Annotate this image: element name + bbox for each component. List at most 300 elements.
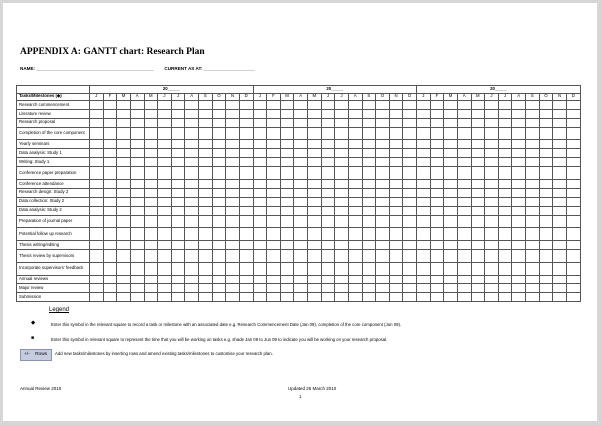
gantt-cell[interactable] [430,109,444,118]
gantt-cell[interactable] [117,228,131,241]
gantt-cell[interactable] [294,284,308,293]
gantt-cell[interactable] [226,284,240,293]
gantt-cell[interactable] [280,206,294,215]
gantt-cell[interactable] [90,101,104,110]
rows-button[interactable] [20,349,52,361]
gantt-cell[interactable] [430,241,444,250]
gantt-cell[interactable] [130,127,144,140]
gantt-cell[interactable] [267,149,281,158]
gantt-cell[interactable] [280,249,294,262]
gantt-cell[interactable] [485,179,499,188]
gantt-cell[interactable] [158,241,172,250]
gantt-cell[interactable] [267,215,281,228]
gantt-cell[interactable] [199,293,213,302]
gantt-cell[interactable] [130,206,144,215]
gantt-cell[interactable] [457,215,471,228]
gantt-cell[interactable] [185,127,199,140]
gantt-cell[interactable] [103,284,117,293]
gantt-cell[interactable] [566,158,580,167]
gantt-cell[interactable] [362,284,376,293]
gantt-cell[interactable] [267,158,281,167]
gantt-cell[interactable] [308,167,322,180]
gantt-cell[interactable] [457,228,471,241]
gantt-cell[interactable] [239,262,253,275]
gantt-cell[interactable] [430,275,444,284]
gantt-cell[interactable] [90,275,104,284]
gantt-cell[interactable] [103,228,117,241]
gantt-cell[interactable] [144,127,158,140]
gantt-cell[interactable] [294,241,308,250]
gantt-cell[interactable] [362,149,376,158]
gantt-cell[interactable] [212,284,226,293]
gantt-cell[interactable] [430,140,444,149]
gantt-cell[interactable] [280,197,294,206]
gantt-cell[interactable] [199,188,213,197]
gantt-cell[interactable] [185,262,199,275]
gantt-cell[interactable] [212,241,226,250]
gantt-cell[interactable] [267,241,281,250]
gantt-cell[interactable] [512,215,526,228]
gantt-cell[interactable] [130,101,144,110]
gantt-cell[interactable] [485,127,499,140]
gantt-cell[interactable] [553,197,567,206]
gantt-cell[interactable] [253,109,267,118]
gantt-cell[interactable] [90,197,104,206]
gantt-cell[interactable] [103,149,117,158]
gantt-cell[interactable] [389,101,403,110]
gantt-cell[interactable] [199,167,213,180]
gantt-cell[interactable] [226,109,240,118]
gantt-cell[interactable] [498,167,512,180]
gantt-cell[interactable] [294,167,308,180]
gantt-cell[interactable] [417,109,431,118]
gantt-cell[interactable] [498,197,512,206]
gantt-cell[interactable] [526,101,540,110]
gantt-cell[interactable] [553,293,567,302]
gantt-cell[interactable] [471,127,485,140]
gantt-cell[interactable] [117,262,131,275]
gantt-cell[interactable] [444,158,458,167]
gantt-cell[interactable] [553,241,567,250]
gantt-cell[interactable] [389,215,403,228]
gantt-cell[interactable] [444,101,458,110]
gantt-cell[interactable] [498,293,512,302]
gantt-cell[interactable] [362,167,376,180]
gantt-cell[interactable] [321,284,335,293]
gantt-cell[interactable] [199,140,213,149]
gantt-cell[interactable] [417,228,431,241]
gantt-cell[interactable] [335,284,349,293]
gantt-cell[interactable] [185,215,199,228]
gantt-cell[interactable] [212,197,226,206]
gantt-cell[interactable] [239,206,253,215]
gantt-cell[interactable] [171,284,185,293]
gantt-cell[interactable] [280,149,294,158]
gantt-cell[interactable] [335,118,349,127]
gantt-cell[interactable] [376,109,390,118]
gantt-cell[interactable] [376,293,390,302]
gantt-cell[interactable] [171,118,185,127]
gantt-cell[interactable] [389,167,403,180]
gantt-cell[interactable] [553,284,567,293]
gantt-cell[interactable] [539,249,553,262]
gantt-cell[interactable] [539,197,553,206]
gantt-cell[interactable] [444,293,458,302]
gantt-cell[interactable] [403,167,417,180]
gantt-cell[interactable] [144,179,158,188]
gantt-cell[interactable] [239,275,253,284]
gantt-cell[interactable] [485,167,499,180]
gantt-cell[interactable] [444,197,458,206]
gantt-cell[interactable] [158,293,172,302]
gantt-cell[interactable] [417,101,431,110]
gantt-cell[interactable] [294,197,308,206]
gantt-cell[interactable] [267,275,281,284]
gantt-cell[interactable] [117,158,131,167]
gantt-cell[interactable] [280,262,294,275]
gantt-cell[interactable] [403,293,417,302]
gantt-cell[interactable] [199,262,213,275]
gantt-cell[interactable] [444,206,458,215]
gantt-cell[interactable] [457,179,471,188]
gantt-cell[interactable] [90,206,104,215]
gantt-cell[interactable] [348,228,362,241]
gantt-cell[interactable] [171,188,185,197]
gantt-cell[interactable] [144,293,158,302]
gantt-cell[interactable] [267,167,281,180]
gantt-cell[interactable] [226,228,240,241]
gantt-cell[interactable] [485,262,499,275]
gantt-cell[interactable] [444,241,458,250]
gantt-cell[interactable] [253,241,267,250]
gantt-cell[interactable] [553,101,567,110]
gantt-cell[interactable] [553,109,567,118]
gantt-cell[interactable] [212,215,226,228]
gantt-cell[interactable] [103,101,117,110]
gantt-cell[interactable] [376,101,390,110]
gantt-cell[interactable] [539,215,553,228]
gantt-cell[interactable] [485,206,499,215]
gantt-cell[interactable] [294,149,308,158]
gantt-cell[interactable] [376,140,390,149]
gantt-cell[interactable] [239,101,253,110]
gantt-cell[interactable] [267,101,281,110]
gantt-cell[interactable] [348,158,362,167]
gantt-cell[interactable] [512,101,526,110]
gantt-cell[interactable] [171,167,185,180]
gantt-cell[interactable] [417,241,431,250]
gantt-cell[interactable] [417,127,431,140]
gantt-cell[interactable] [471,241,485,250]
gantt-cell[interactable] [239,118,253,127]
gantt-cell[interactable] [117,179,131,188]
gantt-cell[interactable] [457,101,471,110]
gantt-cell[interactable] [526,197,540,206]
gantt-cell[interactable] [417,167,431,180]
gantt-cell[interactable] [553,167,567,180]
gantt-cell[interactable] [253,149,267,158]
gantt-cell[interactable] [539,179,553,188]
gantt-cell[interactable] [171,262,185,275]
gantt-cell[interactable] [335,167,349,180]
gantt-cell[interactable] [512,167,526,180]
gantt-cell[interactable] [471,158,485,167]
gantt-cell[interactable] [539,241,553,250]
gantt-cell[interactable] [526,241,540,250]
gantt-cell[interactable] [90,188,104,197]
gantt-cell[interactable] [485,109,499,118]
gantt-cell[interactable] [144,284,158,293]
gantt-cell[interactable] [430,215,444,228]
gantt-cell[interactable] [553,118,567,127]
gantt-cell[interactable] [566,188,580,197]
gantt-cell[interactable] [185,149,199,158]
gantt-cell[interactable] [117,109,131,118]
gantt-cell[interactable] [226,241,240,250]
gantt-cell[interactable] [403,158,417,167]
gantt-cell[interactable] [362,179,376,188]
gantt-cell[interactable] [485,149,499,158]
gantt-cell[interactable] [239,149,253,158]
gantt-cell[interactable] [226,188,240,197]
gantt-cell[interactable] [253,179,267,188]
gantt-cell[interactable] [185,197,199,206]
gantt-cell[interactable] [362,215,376,228]
gantt-cell[interactable] [417,262,431,275]
gantt-cell[interactable] [144,241,158,250]
gantt-cell[interactable] [130,118,144,127]
gantt-cell[interactable] [90,215,104,228]
gantt-cell[interactable] [144,197,158,206]
gantt-cell[interactable] [158,149,172,158]
gantt-cell[interactable] [117,275,131,284]
gantt-cell[interactable] [130,275,144,284]
gantt-cell[interactable] [389,127,403,140]
gantt-cell[interactable] [471,188,485,197]
gantt-cell[interactable] [267,188,281,197]
gantt-cell[interactable] [144,275,158,284]
gantt-cell[interactable] [553,215,567,228]
gantt-cell[interactable] [498,228,512,241]
gantt-cell[interactable] [362,101,376,110]
gantt-cell[interactable] [267,118,281,127]
gantt-cell[interactable] [226,215,240,228]
gantt-cell[interactable] [430,149,444,158]
gantt-cell[interactable] [226,101,240,110]
gantt-cell[interactable] [335,206,349,215]
gantt-cell[interactable] [199,179,213,188]
gantt-cell[interactable] [212,118,226,127]
gantt-cell[interactable] [457,167,471,180]
gantt-cell[interactable] [348,241,362,250]
gantt-cell[interactable] [90,109,104,118]
gantt-cell[interactable] [199,127,213,140]
gantt-cell[interactable] [553,275,567,284]
gantt-cell[interactable] [117,167,131,180]
gantt-cell[interactable] [566,118,580,127]
gantt-cell[interactable] [130,284,144,293]
gantt-cell[interactable] [526,188,540,197]
gantt-cell[interactable] [566,284,580,293]
gantt-cell[interactable] [253,215,267,228]
gantt-cell[interactable] [103,249,117,262]
gantt-cell[interactable] [498,127,512,140]
gantt-cell[interactable] [403,127,417,140]
gantt-cell[interactable] [308,127,322,140]
gantt-cell[interactable] [512,206,526,215]
gantt-cell[interactable] [389,179,403,188]
gantt-cell[interactable] [212,140,226,149]
gantt-cell[interactable] [498,140,512,149]
gantt-cell[interactable] [444,275,458,284]
gantt-cell[interactable] [144,262,158,275]
gantt-cell[interactable] [485,101,499,110]
gantt-cell[interactable] [212,179,226,188]
gantt-cell[interactable] [294,140,308,149]
gantt-cell[interactable] [485,228,499,241]
gantt-cell[interactable] [526,109,540,118]
gantt-cell[interactable] [389,188,403,197]
gantt-cell[interactable] [457,262,471,275]
gantt-cell[interactable] [335,179,349,188]
gantt-cell[interactable] [253,275,267,284]
gantt-cell[interactable] [403,188,417,197]
gantt-cell[interactable] [103,262,117,275]
gantt-cell[interactable] [403,197,417,206]
gantt-cell[interactable] [294,179,308,188]
gantt-cell[interactable] [403,228,417,241]
gantt-cell[interactable] [185,140,199,149]
gantt-cell[interactable] [376,241,390,250]
gantt-cell[interactable] [417,179,431,188]
gantt-cell[interactable] [267,127,281,140]
gantt-cell[interactable] [321,275,335,284]
gantt-cell[interactable] [253,197,267,206]
gantt-cell[interactable] [294,228,308,241]
gantt-cell[interactable] [389,140,403,149]
gantt-cell[interactable] [526,275,540,284]
gantt-cell[interactable] [457,188,471,197]
gantt-cell[interactable] [239,228,253,241]
gantt-cell[interactable] [457,275,471,284]
gantt-cell[interactable] [498,179,512,188]
gantt-cell[interactable] [130,140,144,149]
gantt-cell[interactable] [512,158,526,167]
gantt-cell[interactable] [185,228,199,241]
gantt-cell[interactable] [239,109,253,118]
gantt-cell[interactable] [158,109,172,118]
gantt-cell[interactable] [321,206,335,215]
gantt-cell[interactable] [185,118,199,127]
gantt-cell[interactable] [103,241,117,250]
gantt-cell[interactable] [199,158,213,167]
gantt-cell[interactable] [403,284,417,293]
gantt-cell[interactable] [403,109,417,118]
gantt-cell[interactable] [512,118,526,127]
gantt-cell[interactable] [526,262,540,275]
gantt-cell[interactable] [171,158,185,167]
gantt-cell[interactable] [90,228,104,241]
gantt-cell[interactable] [417,215,431,228]
gantt-cell[interactable] [130,249,144,262]
gantt-cell[interactable] [417,197,431,206]
gantt-cell[interactable] [321,167,335,180]
gantt-cell[interactable] [185,109,199,118]
gantt-cell[interactable] [199,241,213,250]
gantt-cell[interactable] [185,293,199,302]
gantt-cell[interactable] [335,241,349,250]
gantt-cell[interactable] [321,127,335,140]
gantt-cell[interactable] [403,215,417,228]
gantt-cell[interactable] [471,206,485,215]
gantt-cell[interactable] [389,158,403,167]
gantt-cell[interactable] [348,275,362,284]
gantt-cell[interactable] [389,293,403,302]
gantt-cell[interactable] [348,109,362,118]
gantt-cell[interactable] [267,284,281,293]
gantt-cell[interactable] [158,262,172,275]
gantt-cell[interactable] [117,206,131,215]
gantt-cell[interactable] [376,167,390,180]
gantt-cell[interactable] [308,197,322,206]
gantt-cell[interactable] [199,249,213,262]
gantt-cell[interactable] [199,215,213,228]
gantt-cell[interactable] [117,118,131,127]
gantt-cell[interactable] [321,179,335,188]
gantt-cell[interactable] [512,109,526,118]
gantt-cell[interactable] [171,228,185,241]
gantt-cell[interactable] [553,188,567,197]
gantt-cell[interactable] [253,140,267,149]
gantt-cell[interactable] [403,149,417,158]
gantt-cell[interactable] [253,228,267,241]
gantt-cell[interactable] [321,228,335,241]
gantt-cell[interactable] [348,293,362,302]
gantt-cell[interactable] [158,197,172,206]
gantt-cell[interactable] [471,284,485,293]
gantt-cell[interactable] [403,206,417,215]
gantt-cell[interactable] [485,293,499,302]
gantt-cell[interactable] [308,241,322,250]
gantt-cell[interactable] [321,249,335,262]
gantt-cell[interactable] [444,149,458,158]
gantt-cell[interactable] [321,149,335,158]
gantt-cell[interactable] [457,241,471,250]
gantt-cell[interactable] [267,140,281,149]
gantt-cell[interactable] [185,275,199,284]
gantt-cell[interactable] [498,158,512,167]
gantt-cell[interactable] [199,118,213,127]
gantt-cell[interactable] [117,101,131,110]
gantt-cell[interactable] [226,127,240,140]
gantt-cell[interactable] [308,228,322,241]
gantt-cell[interactable] [457,284,471,293]
gantt-cell[interactable] [389,149,403,158]
gantt-cell[interactable] [130,262,144,275]
gantt-cell[interactable] [321,140,335,149]
gantt-cell[interactable] [239,293,253,302]
gantt-cell[interactable] [457,158,471,167]
gantt-cell[interactable] [308,140,322,149]
gantt-cell[interactable] [117,188,131,197]
gantt-cell[interactable] [417,140,431,149]
gantt-cell[interactable] [362,206,376,215]
gantt-cell[interactable] [430,167,444,180]
gantt-cell[interactable] [362,140,376,149]
gantt-cell[interactable] [199,284,213,293]
gantt-cell[interactable] [321,215,335,228]
gantt-cell[interactable] [553,127,567,140]
